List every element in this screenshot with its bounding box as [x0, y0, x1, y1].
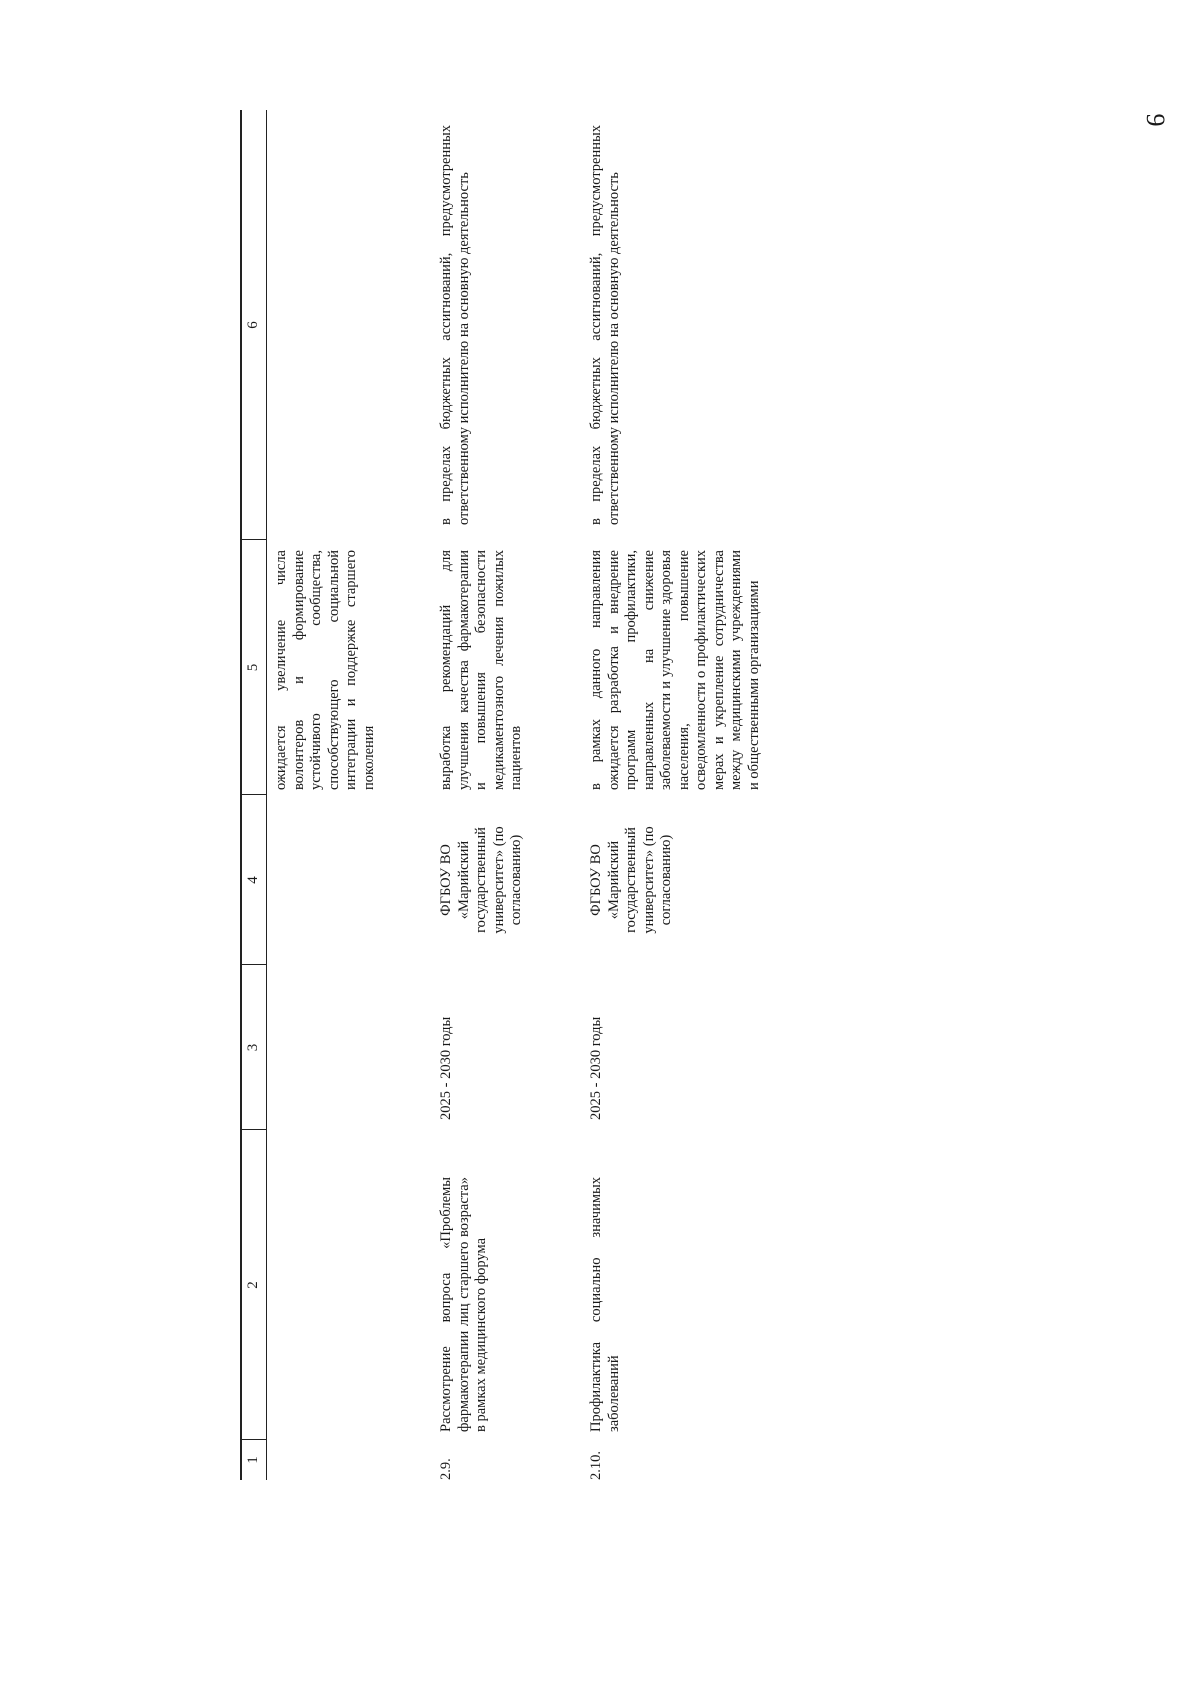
result-text: ожидается увеличение числа волонтеров и формирование устойчивого сообщества, способствующего социальной интеграции и поддержке старшего поколения [273, 550, 377, 790]
table-row [588, 110, 788, 1480]
row-number: 2.10. [588, 1451, 604, 1480]
result-text: в рамках данного направления ожидается разработка и внедрение программ профилактики, направленных на снижение заболеваемости и улучшение здоровья населения, повышение осведомленности о профилактических мерах и укрепление сотрудничества между медицинскими учреждениями и общественными организациями [588, 550, 762, 790]
col-header-3: 3 [245, 1043, 261, 1052]
row-number: 2.9. [438, 1458, 454, 1480]
executor: ФГБОУ ВО «Марийский государственный университет» (по согласованию) [438, 826, 524, 934]
table-row [438, 110, 578, 1480]
funding-note: в пределах бюджетных ассигнований, предусмотренных ответственному исполнителю на основную деятельность [588, 125, 622, 525]
col-header-5: 5 [245, 663, 261, 672]
table-header [240, 110, 267, 1480]
table-row-continuation [273, 110, 438, 1480]
period: 2025 - 2030 годы [588, 1016, 604, 1120]
col-header-6: 6 [245, 321, 261, 329]
period: 2025 - 2030 годы [438, 1016, 454, 1120]
result-text: выработка рекомендаций для улучшения качества фармакотерапии и повышения безопасности медикаментозного лечения пожилых пациентов [438, 550, 524, 790]
activity-name: Профилактика социально значимых заболеваний [588, 1177, 622, 1432]
activity-name: Рассмотрение вопроса «Проблемы фармакотерапии лиц старшего возраста» в рамках медицинского форума [438, 1177, 489, 1432]
funding-note: в пределах бюджетных ассигнований, предусмотренных ответственному исполнителю на основную деятельность [438, 125, 472, 525]
col-header-4: 4 [245, 876, 261, 884]
col-header-1: 1 [245, 1456, 261, 1464]
page-number: 9 [1141, 113, 1170, 127]
executor: ФГБОУ ВО «Марийский государственный университет» (по согласованию) [588, 826, 674, 934]
rotated-table [240, 110, 762, 1480]
col-header-2: 2 [245, 1281, 261, 1289]
